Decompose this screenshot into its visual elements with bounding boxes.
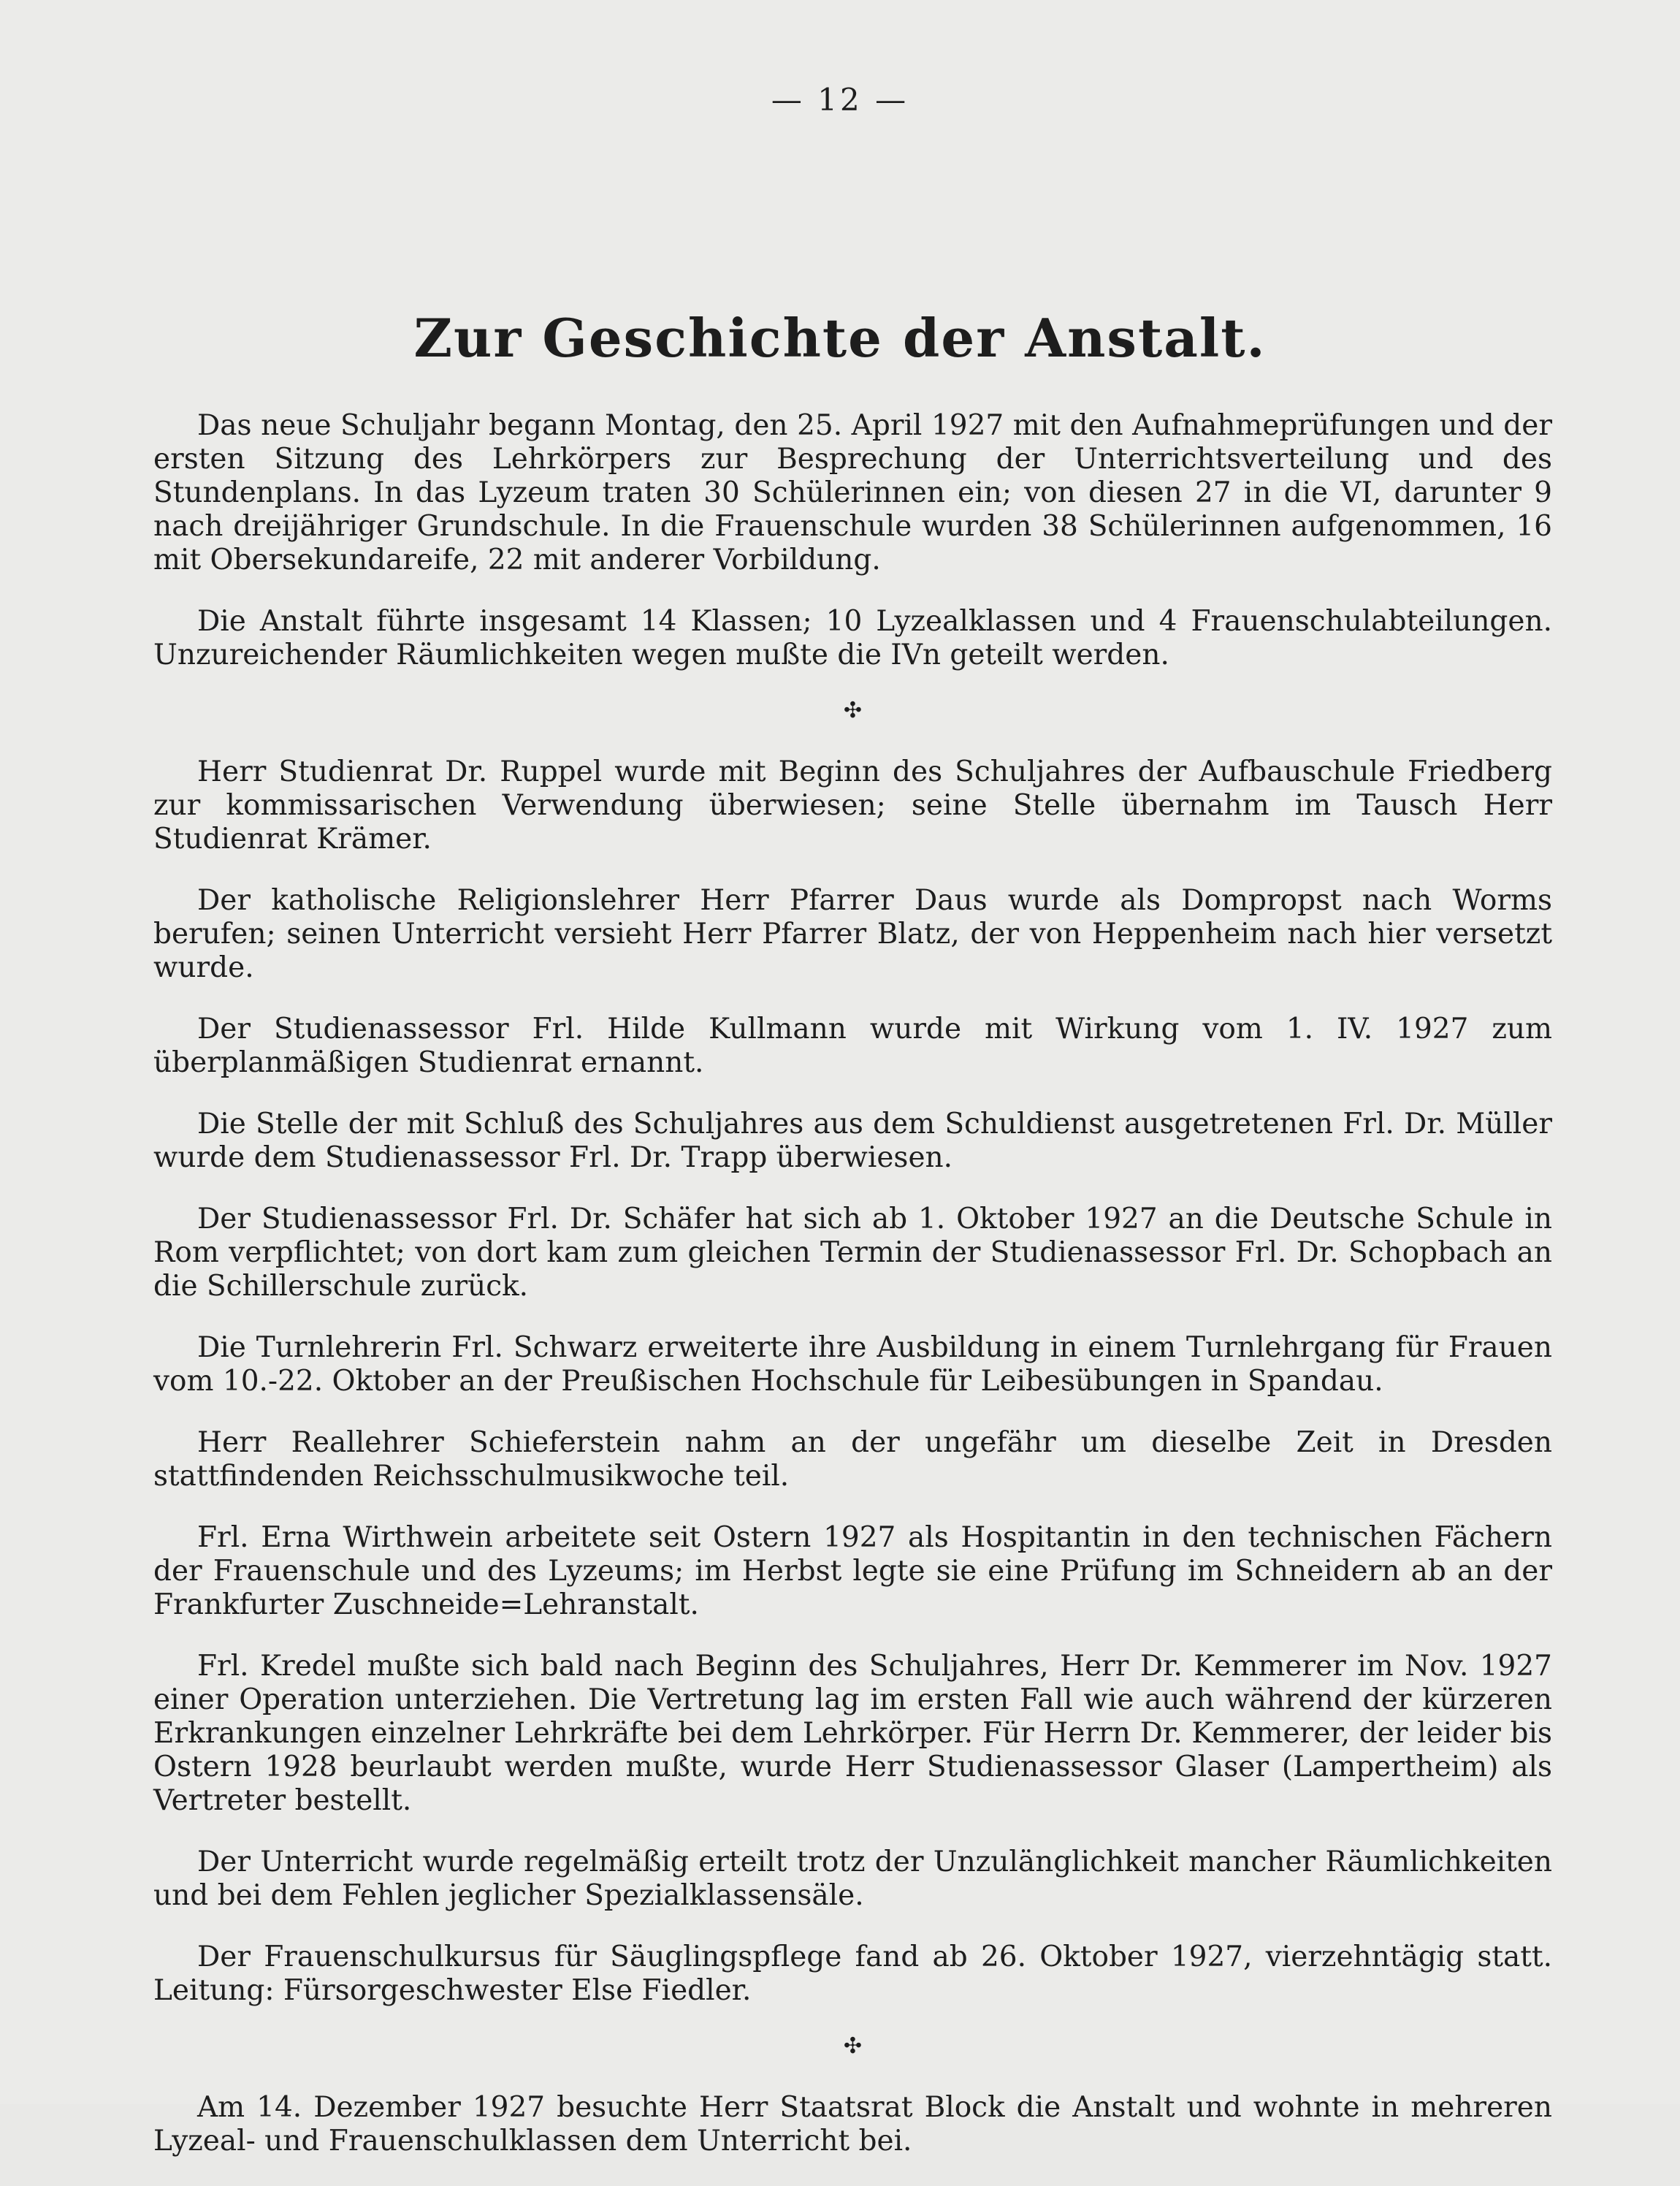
paragraph-religion-teacher: Der katholische Religionslehrer Herr Pfarrer Daus wurde als Dompropst nach Worms berufen; seinen Unterricht versieht Herr Pfarrer Blatz, der von Heppenheim nach hier versetzt wurde. [153,884,1552,984]
section-ornament-2: ✣ [843,2033,863,2059]
paragraph-classes: Die Anstalt führte insgesamt 14 Klassen; 10 Lyzealklassen und 4 Frauenschulabteilungen. Unzureichender Räumlichkeiten wegen mußte die IVn geteilt werden. [153,605,1552,671]
section-ornament: ✣ [843,698,863,723]
paragraph-ruppel: Herr Studienrat Dr. Ruppel wurde mit Beginn des Schuljahres der Aufbauschule Friedberg zur kommissarischen Verwendung überwiesen; seine Stelle übernahm im Tausch Herr Studienrat Krämer. [153,755,1552,856]
page-number: — 12 — [771,82,909,118]
paragraph-illness: Frl. Kredel mußte sich bald nach Beginn des Schuljahres, Herr Dr. Kemmerer im Nov. 1927 einer Operation unterziehen. Die Vertretung lag im ersten Fall wie auch während der kürzeren Erkrankungen einzelner Lehrkräfte bei dem Lehrkörper. Für Herrn Dr. Kemmerer, der leider bis Ostern 1928 beurlaubt werden mußte, wurde Herr Studienassessor Glaser (Lampertheim) als Vertreter bestellt. [153,1650,1552,1817]
paragraph-instruction: Der Unterricht wurde regelmäßig erteilt trotz der Unzulänglichkeit mancher Räumlichkeiten und bei dem Fehlen jeglicher Spezialklassensäle. [153,1846,1552,1912]
paragraph-schwarz: Die Turnlehrerin Frl. Schwarz erweiterte ihre Ausbildung in einem Turnlehrgang für Frauen vom 10.-22. Oktober an der Preußischen Hochschule für Leibesübungen in Spandau. [153,1331,1552,1398]
body-text [153,409,1552,2186]
paragraph-kullmann: Der Studienassessor Frl. Hilde Kullmann wurde mit Wirkung vom 1. IV. 1927 zum überplanmäßigen Studienrat ernannt. [153,1013,1552,1079]
paragraph-visit: Am 14. Dezember 1927 besuchte Herr Staatsrat Block die Anstalt und wohnte in mehreren Lyzeal- und Frauenschulklassen dem Unterricht bei. [153,2091,1552,2158]
paragraph-school-year: Das neue Schuljahr begann Montag, den 25. April 1927 mit den Aufnahmeprüfungen und der ersten Sitzung des Lehrkörpers zur Besprechung der Unterrichtsverteilung und des Stundenplans. In das Lyzeum traten 30 Schülerinnen ein; von diesen 27 in die VI, darunter 9 nach dreijähriger Grundschule. In die Frauenschule wurden 38 Schülerinnen aufgenommen, 16 mit Obersekundareife, 22 mit anderer Vorbildung. [153,409,1552,576]
paragraph-wirthwein: Frl. Erna Wirthwein arbeitete seit Ostern 1927 als Hospitantin in den technischen Fächern der Frauenschule und des Lyzeums; im Herbst legte sie eine Prüfung im Schneidern ab an der Frankfurter Zuschneide=Lehranstalt. [153,1521,1552,1621]
paragraph-schieferstein: Herr Reallehrer Schieferstein nahm an der ungefähr um dieselbe Zeit in Dresden stattfindenden Reichsschulmusikwoche teil. [153,1426,1552,1493]
paragraph-schaefer: Der Studienassessor Frl. Dr. Schäfer hat sich ab 1. Oktober 1927 an die Deutsche Schule in Rom verpflichtet; von dort kam zum gleichen Termin der Studienassessor Frl. Dr. Schopbach an die Schillerschule zurück. [153,1203,1552,1303]
page-title: Zur Geschichte der Anstalt. [413,307,1267,369]
paragraph-infant-care: Der Frauenschulkursus für Säuglingspflege fand ab 26. Oktober 1927, vierzehntägig statt. Leitung: Fürsorgeschwester Else Fiedler. [153,1941,1552,2007]
paragraph-mueller: Die Stelle der mit Schluß des Schuljahres aus dem Schuldienst ausgetretenen Frl. Dr. Müller wurde dem Studienassessor Frl. Dr. Trapp überwiesen. [153,1108,1552,1174]
